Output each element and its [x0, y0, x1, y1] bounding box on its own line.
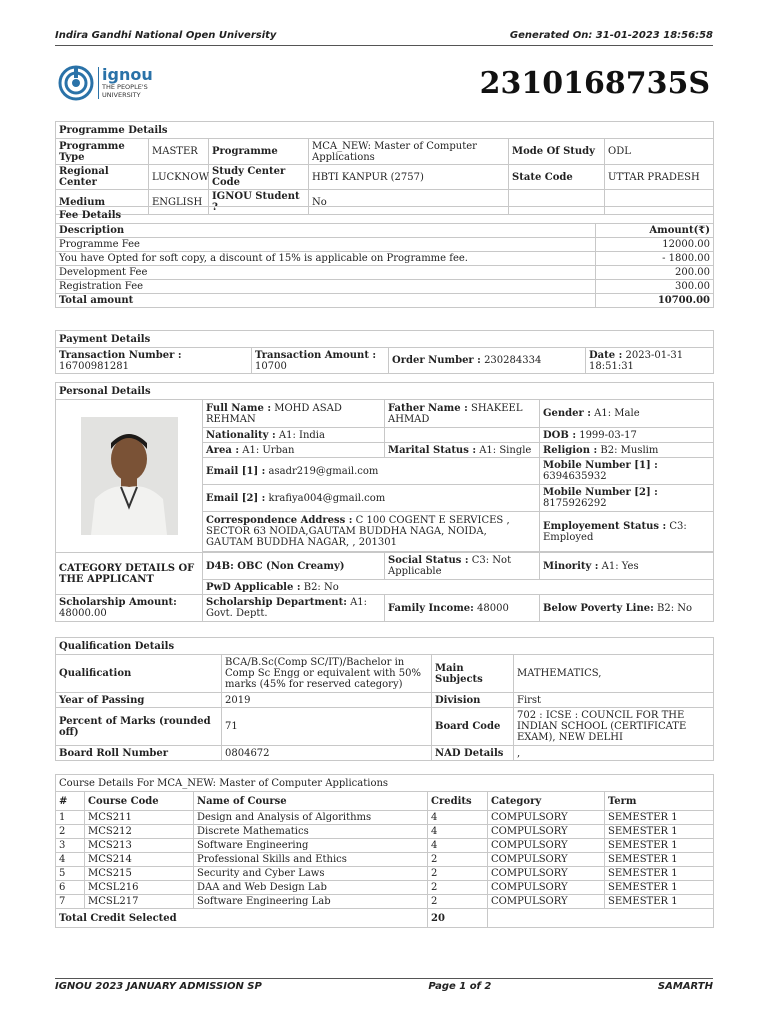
mode-value: ODL — [605, 139, 714, 165]
cell: COMPULSORY — [488, 895, 605, 909]
gender-value: A1: Male — [594, 408, 640, 419]
qualification-title: Qualification Details — [56, 638, 714, 655]
nad-value: , — [514, 746, 714, 761]
cell: 2 — [428, 867, 488, 881]
employment-value: C3: Employed — [543, 520, 687, 543]
payment-date-label: Date : — [589, 349, 623, 361]
table-row — [56, 867, 714, 881]
fee-details-table — [55, 206, 714, 308]
qualification-table — [55, 637, 714, 761]
board-code-value: 702 : ICSE : COUNCIL FOR THE INDIAN SCHOOL (CERTIFICATE EXAM), NEW DELHI — [514, 708, 714, 746]
cell: SEMESTER 1 — [605, 853, 714, 867]
full-name-value: MOHD ASAD REHMAN — [206, 402, 342, 425]
order-number-value: 230284334 — [484, 355, 542, 366]
roll-value: 0804672 — [222, 746, 432, 761]
txn-number-label: Transaction Number : — [59, 349, 182, 361]
footer-right: SAMARTH — [657, 981, 713, 992]
percent-value: 71 — [222, 708, 432, 746]
email2-label: Email [2] : — [206, 492, 266, 504]
full-name-label: Full Name : — [206, 402, 272, 414]
page-number: Page 1 of 2 — [428, 981, 492, 992]
enrollment-number: 2310168735S — [479, 66, 710, 101]
col-header: Term — [605, 792, 714, 811]
programme-details-table — [55, 121, 714, 215]
cell: 2 — [428, 853, 488, 867]
page-footer — [55, 978, 713, 995]
division-value: First — [514, 693, 714, 708]
medium-value: ENGLISH — [149, 190, 209, 215]
cell: Software Engineering — [194, 839, 428, 853]
marital-label: Marital Status : — [388, 444, 477, 456]
logo-sub1: THE PEOPLE'S — [102, 83, 148, 91]
cell: MCS212 — [85, 825, 194, 839]
txn-amount-label: Transaction Amount : — [255, 349, 377, 361]
ignou-student-value: No — [309, 190, 509, 215]
pwd-value: B2: No — [303, 581, 339, 593]
course-details-table — [55, 774, 714, 928]
table-row — [56, 853, 714, 867]
programme-details-title: Programme Details — [56, 122, 714, 139]
payment-date-value: 2023-01-31 18:51:31 — [589, 349, 684, 372]
payment-details-table — [55, 330, 714, 374]
nationality-label: Nationality : — [206, 429, 276, 441]
cell: MCSL216 — [85, 881, 194, 895]
qualification-value: BCA/B.Sc(Comp SC/IT)/Bachelor in Comp Sc Engg or equivalent with 50% marks (45% for reserved category) — [222, 655, 432, 693]
main-subjects-value: MATHEMATICS, — [514, 655, 714, 693]
regional-center-label: Regional Center — [56, 165, 149, 190]
cell: COMPULSORY — [488, 839, 605, 853]
course-details-title: Course Details For MCA_NEW: Master of Computer Applications — [56, 775, 714, 792]
txn-amount-value: 10700 — [255, 360, 287, 372]
cell: 4 — [56, 853, 85, 867]
total-credit-value: 20 — [428, 909, 488, 928]
col-header: Credits — [428, 792, 488, 811]
cell: Discrete Mathematics — [194, 825, 428, 839]
table-row — [56, 825, 714, 839]
cell: 6 — [56, 881, 85, 895]
personal-details-title: Personal Details — [56, 383, 714, 400]
scholarship-dept-value: A1: Govt. Deptt. — [206, 597, 368, 619]
programme-label: Programme — [209, 139, 309, 165]
fee-row-desc: Development Fee — [56, 266, 596, 280]
minority-label: Minority : — [543, 560, 599, 572]
address-label: Correspondence Address : — [206, 515, 353, 526]
cell: COMPULSORY — [488, 881, 605, 895]
scholarship-dept-label: Scholarship Department: — [206, 597, 347, 608]
fee-row-desc: Programme Fee — [56, 238, 596, 252]
cell: COMPULSORY — [488, 867, 605, 881]
fee-row-amount: 12000.00 — [596, 238, 714, 252]
cell: 4 — [428, 811, 488, 825]
father-name-value: SHAKEEL AHMAD — [388, 402, 523, 425]
payment-details-title: Payment Details — [56, 331, 714, 348]
state-code-value: UTTAR PRADESH — [605, 165, 714, 190]
cell: 4 — [428, 825, 488, 839]
fee-row-amount: - 1800.00 — [596, 252, 714, 266]
email1-value: asadr219@gmail.com — [268, 465, 379, 477]
cell: Software Engineering Lab — [194, 895, 428, 909]
cell: SEMESTER 1 — [605, 895, 714, 909]
ignou-logo — [57, 62, 157, 104]
generated-on: Generated On: 31-01-2023 18:56:58 — [509, 30, 713, 41]
medium-label: Medium — [56, 190, 149, 215]
table-row — [56, 881, 714, 895]
family-income-value: 48000 — [477, 602, 509, 614]
programme-value: MCA_NEW: Master of Computer Applications — [309, 139, 509, 165]
cell: 1 — [56, 811, 85, 825]
email1-label: Email [1] : — [206, 465, 266, 477]
bpl-value: B2: No — [657, 602, 693, 614]
cell: Security and Cyber Laws — [194, 867, 428, 881]
pwd-label: PwD Applicable : — [206, 581, 301, 593]
main-subjects-label: Main Subjects — [432, 655, 514, 693]
dob-value: 1999-03-17 — [579, 429, 637, 441]
cell: SEMESTER 1 — [605, 825, 714, 839]
txn-number-value: 16700981281 — [59, 360, 129, 372]
family-income-label: Family Income: — [388, 602, 474, 614]
mobile2-label: Mobile Number [2] : — [543, 487, 658, 498]
nationality-value: A1: India — [278, 429, 325, 441]
mobile1-label: Mobile Number [1] : — [543, 460, 658, 471]
cell: MCS214 — [85, 853, 194, 867]
regional-center-value: LUCKNOW — [149, 165, 209, 190]
dob-label: DOB : — [543, 429, 577, 441]
state-code-label: State Code — [509, 165, 605, 190]
university-name: Indira Gandhi National Open University — [55, 30, 277, 41]
footer-left: IGNOU 2023 JANUARY ADMISSION SP — [55, 981, 262, 992]
religion-value: B2: Muslim — [600, 444, 659, 456]
total-credit-label: Total Credit Selected — [56, 909, 428, 928]
year-label: Year of Passing — [56, 693, 222, 708]
area-label: Area : — [206, 444, 240, 456]
ignou-emblem-icon — [57, 64, 95, 102]
study-center-value: HBTI KANPUR (2757) — [309, 165, 509, 190]
cell: Professional Skills and Ethics — [194, 853, 428, 867]
personal-details-table — [55, 382, 714, 622]
father-name-label: Father Name : — [388, 402, 468, 414]
nad-label: NAD Details — [432, 746, 514, 761]
table-row — [56, 811, 714, 825]
col-header: Category — [488, 792, 605, 811]
fee-row-desc: Registration Fee — [56, 280, 596, 294]
cell: Design and Analysis of Algorithms — [194, 811, 428, 825]
cell: 5 — [56, 867, 85, 881]
fee-row-amount: 300.00 — [596, 280, 714, 294]
year-value: 2019 — [222, 693, 432, 708]
bpl-label: Below Poverty Line: — [543, 602, 654, 614]
address-value: C 100 COGENT E SERVICES , SECTOR 63 NOIDA,GAUTAM BUDDHA NAGA, NOIDA, GAUTAM BUDDHA NAGAR, , 201301 — [206, 515, 510, 548]
logo-sub2: UNIVERSITY — [102, 91, 141, 99]
study-center-label: Study Center Code — [209, 165, 309, 190]
mobile1-value: 6394635932 — [543, 471, 607, 482]
fee-row-desc: You have Opted for soft copy, a discount of 15% is applicable on Programme fee. — [56, 252, 596, 266]
logo-name: ignou — [102, 65, 153, 84]
cell: COMPULSORY — [488, 825, 605, 839]
fee-total-value: 10700.00 — [596, 294, 714, 308]
cell: 2 — [428, 881, 488, 895]
cell: SEMESTER 1 — [605, 881, 714, 895]
cell: 4 — [428, 839, 488, 853]
ignou-student-label: IGNOU Student ? — [209, 190, 309, 215]
programme-type-value: MASTER — [149, 139, 209, 165]
cell: MCS215 — [85, 867, 194, 881]
cell: 3 — [56, 839, 85, 853]
page-header — [55, 30, 713, 46]
fee-row-amount: 200.00 — [596, 266, 714, 280]
col-header: Course Code — [85, 792, 194, 811]
marital-value: A1: Single — [479, 444, 532, 456]
programme-type-label: Programme Type — [56, 139, 149, 165]
cell: MCS213 — [85, 839, 194, 853]
qualification-label: Qualification — [56, 655, 222, 693]
social-status-value: C3: Not Applicable — [388, 555, 512, 577]
religion-label: Religion : — [543, 444, 598, 456]
percent-label: Percent of Marks (rounded off) — [56, 708, 222, 746]
minority-value: A1: Yes — [601, 560, 639, 572]
category-title: CATEGORY DETAILS OF THE APPLICANT — [56, 553, 203, 595]
cell: COMPULSORY — [488, 853, 605, 867]
division-label: Division — [432, 693, 514, 708]
fee-amount-header: Amount(₹) — [596, 224, 714, 238]
cell: SEMESTER 1 — [605, 811, 714, 825]
col-header: # — [56, 792, 85, 811]
mobile2-value: 8175926292 — [543, 498, 607, 509]
table-row — [56, 895, 714, 909]
social-status-label: Social Status : — [388, 555, 469, 566]
area-value: A1: Urban — [242, 444, 295, 456]
applicant-photo — [81, 417, 178, 535]
scholarship-amount-label: Scholarship Amount: — [59, 597, 177, 608]
board-code-label: Board Code — [432, 708, 514, 746]
cell: 2 — [56, 825, 85, 839]
cell: 7 — [56, 895, 85, 909]
category-value: D4B: OBC (Non Creamy) — [203, 553, 385, 580]
cell: SEMESTER 1 — [605, 867, 714, 881]
cell: DAA and Web Design Lab — [194, 881, 428, 895]
cell: 2 — [428, 895, 488, 909]
gender-label: Gender : — [543, 408, 591, 419]
cell: MCSL217 — [85, 895, 194, 909]
fee-total-label: Total amount — [56, 294, 596, 308]
employment-label: Employement Status : — [543, 520, 667, 532]
fee-details-title: Fee Details — [56, 207, 714, 224]
order-number-label: Order Number : — [392, 355, 481, 366]
mode-label: Mode Of Study — [509, 139, 605, 165]
roll-label: Board Roll Number — [56, 746, 222, 761]
cell: MCS211 — [85, 811, 194, 825]
table-row — [56, 839, 714, 853]
cell: COMPULSORY — [488, 811, 605, 825]
scholarship-amount-value: 48000.00 — [59, 608, 107, 619]
col-header: Name of Course — [194, 792, 428, 811]
cell: SEMESTER 1 — [605, 839, 714, 853]
fee-desc-header: Description — [56, 224, 596, 238]
email2-value: krafiya004@gmail.com — [268, 492, 386, 504]
